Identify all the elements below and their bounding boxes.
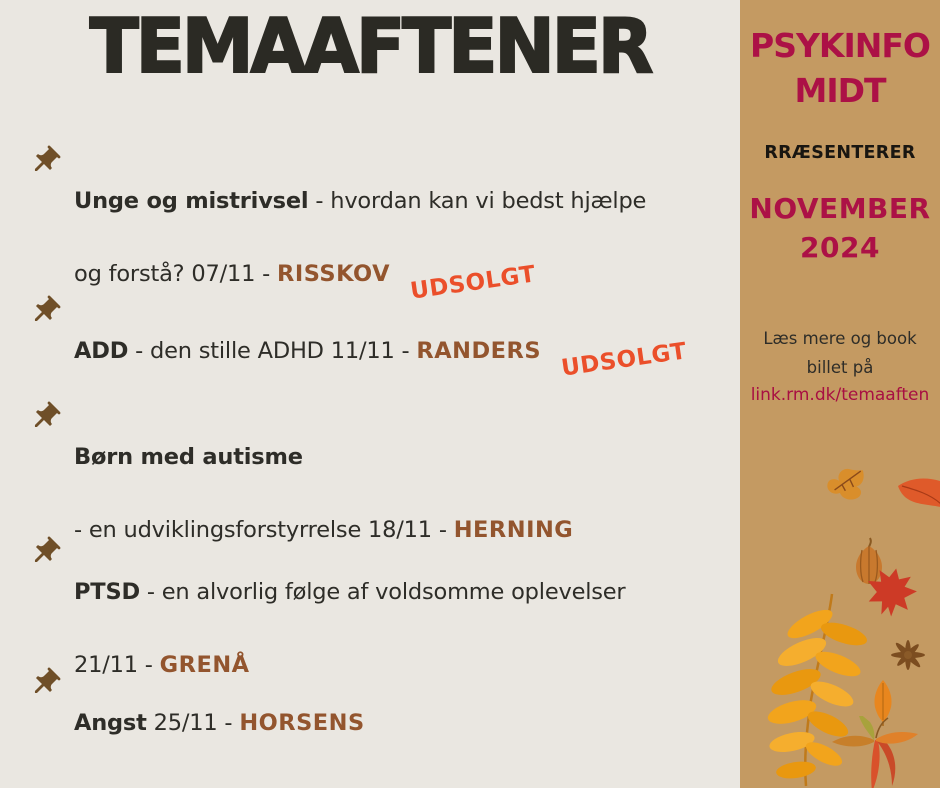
event-title: Unge og mistrivsel bbox=[74, 188, 309, 214]
booking-link[interactable]: link.rm.dk/temaaften bbox=[750, 384, 930, 405]
event-description: - den stille ADHD 11/11 - bbox=[128, 338, 417, 364]
star-anise-icon bbox=[888, 636, 928, 674]
event-line bbox=[74, 575, 626, 610]
event-title: Børn med autisme bbox=[74, 444, 303, 470]
brand-line2: MIDT bbox=[794, 70, 886, 110]
event-item-add bbox=[28, 296, 687, 407]
event-description: - hvordan kan vi bedst hjælpe bbox=[308, 188, 647, 214]
pushpin-icon bbox=[28, 400, 62, 434]
event-location: RISSKOV bbox=[277, 261, 390, 287]
event-line bbox=[74, 184, 646, 219]
soldout-badge: UDSOLGT bbox=[408, 261, 538, 305]
pushpin-icon bbox=[28, 666, 62, 700]
event-location: RANDERS bbox=[416, 338, 542, 364]
event-item-angst bbox=[28, 668, 365, 779]
event-location: HORSENS bbox=[239, 710, 365, 736]
oak-leaf-icon bbox=[816, 462, 880, 516]
creeper-leaf-icon bbox=[826, 716, 922, 788]
brand-line1: PSYKINFO bbox=[750, 26, 930, 65]
booking-line2: billet på bbox=[806, 357, 874, 377]
pushpin-icon bbox=[28, 144, 62, 178]
pushpin-icon bbox=[28, 535, 62, 569]
booking-line1: Læs mere og book bbox=[763, 329, 917, 349]
page-title: TEMAAFTENER bbox=[89, 2, 651, 90]
soldout-badge: UDSOLGT bbox=[559, 338, 689, 382]
month-label bbox=[740, 189, 940, 267]
event-description: og forstå? 07/11 - bbox=[74, 261, 278, 287]
event-line bbox=[74, 257, 646, 305]
event-location: GRENÅ bbox=[159, 652, 250, 678]
month-line2: 2024 bbox=[800, 231, 880, 265]
event-location: HERNING bbox=[453, 517, 574, 543]
event-text bbox=[74, 296, 687, 407]
month-line1: NOVEMBER bbox=[749, 192, 931, 226]
event-line bbox=[74, 706, 365, 741]
event-line bbox=[74, 440, 573, 475]
event-description: - en alvorlig følge af voldsomme oplevelser bbox=[139, 579, 626, 605]
event-description: 21/11 - bbox=[74, 652, 160, 678]
event-description: - en udviklingsforstyrrelse 18/11 - bbox=[74, 517, 454, 543]
booking-info bbox=[740, 325, 940, 408]
sidebar bbox=[740, 0, 940, 788]
event-title: Angst bbox=[74, 710, 147, 736]
red-leaf-icon bbox=[896, 476, 940, 514]
pushpin-icon bbox=[28, 294, 62, 328]
presents-label: RRÆSENTERER bbox=[764, 143, 916, 164]
event-text bbox=[74, 668, 365, 779]
event-title: PTSD bbox=[74, 579, 140, 605]
brand-title bbox=[740, 24, 940, 113]
event-line bbox=[74, 334, 689, 382]
event-title: ADD bbox=[74, 338, 129, 364]
event-description: 25/11 - bbox=[146, 710, 240, 736]
